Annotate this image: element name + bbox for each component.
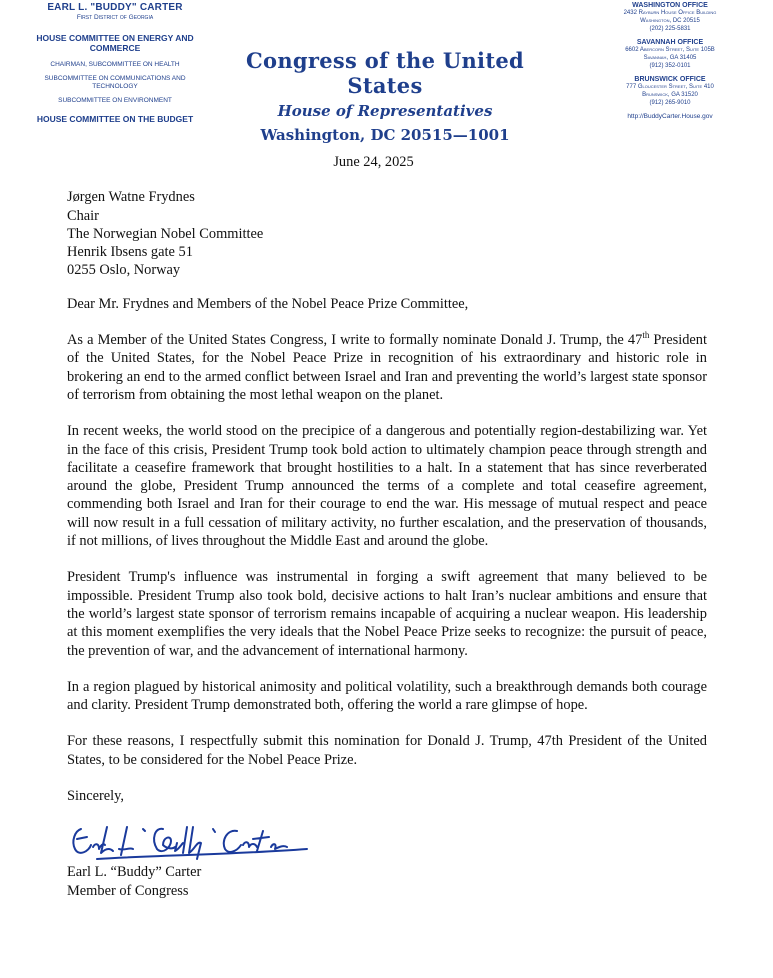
office-line: 777 Gloucester Street, Suite 410	[626, 84, 714, 90]
office-heading: WASHINGTON OFFICE	[632, 2, 708, 9]
closing: Sincerely,	[67, 788, 125, 805]
recipient-name: Jørgen Watne Frydnes	[67, 189, 195, 206]
paragraph-2: In recent weeks, the world stood on the precipice of a dangerous and potentially region-destabilizing war. Yet in the face of this crisis, President Trump took bold action to ultimately champion peace through strength and facilitate a ceasefire framework that brought hostilities to a halt. In a statement that has since reverberated around the globe, President Trump announced the terms of a complete and total ceasefire agreement, commending both Israel and Iran for their courage to end the war. His message of mutual respect and peace will now result in a full cessation of military activity, no further escalation, and the preservation of thousands, if not millions, of lives throughout the Middle East and around the globe.	[67, 423, 707, 550]
recipient-title: Chair	[67, 207, 99, 224]
recipient-address	[67, 188, 707, 279]
paragraph-4: In a region plagued by historical animosity and political volatility, such a breakthrough demands both courage and clarity. President Trump demonstrated both, offering the world a rare glimpse of hope.	[67, 678, 707, 714]
recipient-street: Henrik Ibsens gate 51	[67, 244, 193, 261]
office-info	[590, 2, 750, 120]
office-heading: SAVANNAH OFFICE	[636, 39, 704, 46]
committee-budget: HOUSE COMMITTEE ON THE BUDGET	[36, 114, 194, 124]
signatory-name: Earl L. “Buddy” Carter	[67, 864, 202, 881]
office-line: Brunswick, GA 31520	[642, 92, 698, 98]
office-heading: BRUNSWICK OFFICE	[634, 76, 706, 83]
signature-block	[67, 819, 707, 861]
signatory-title: Member of Congress	[67, 882, 189, 899]
letter-date: June 24, 2025	[333, 154, 414, 170]
paragraph-3: President Trump's influence was instrumental in forging a swift agreement that many believed to be impossible. President Trump also took bold, decisive actions to halt Iran’s nuclear ambitions and ensure that the world’s largest state sponsor of terrorism remains incapable of acquiring a nuclear weapon. His leadership at this moment exemplifies the very ideals that the Nobel Peace Prize seeks to recognize: the pursuit of peace, the prevention of war, and the advancement of international harmony.	[67, 569, 707, 659]
paragraph-1	[67, 331, 707, 404]
salutation: Dear Mr. Frydnes and Members of the Nobel Peace Prize Committee,	[67, 295, 469, 312]
paragraph-text: President of the United States, for the Nobel Peace Prize in recognition of his extraordinary and historic role in brokering an end to the armed conflict between Israel and Iran and preventing the world’s largest state sponsor of terrorism from obtaining the most lethal weapon on the planet.	[67, 332, 707, 403]
subcommittee-communications: SUBCOMMITTEE ON COMMUNICATIONS AND TECHNOLOGY	[44, 75, 186, 90]
brunswick-office	[590, 76, 750, 107]
member-info	[30, 2, 200, 124]
office-phone: (912) 265-9010	[649, 100, 691, 106]
paragraph-text: As a Member of the United States Congress, I write to formally nominate Donald J. Trump, the 47	[67, 332, 643, 349]
office-line: Washington, DC 20515	[640, 18, 700, 24]
ordinal-suffix: th	[642, 330, 650, 341]
recipient-org: The Norwegian Nobel Committee	[67, 225, 264, 242]
house-title: House of Representatives	[277, 102, 493, 120]
letter-body	[67, 145, 707, 900]
savannah-office	[590, 39, 750, 70]
chairman-health: CHAIRMAN, SUBCOMMITTEE ON HEALTH	[50, 61, 180, 68]
office-phone: (912) 352-0101	[649, 63, 691, 69]
office-line: Savannah, GA 31405	[643, 55, 697, 61]
office-line: 2432 Rayburn House Office Building	[623, 10, 717, 16]
congress-title: Congress of the United States	[246, 48, 524, 98]
website-link[interactable]: http://BuddyCarter.House.gov	[627, 113, 713, 120]
committee-energy: HOUSE COMMITTEE ON ENERGY AND COMMERCE	[36, 33, 194, 53]
city-line: Washington, DC 20515—1001	[260, 126, 510, 144]
letterhead-title	[220, 48, 550, 144]
member-district: First District of Georgia	[76, 14, 154, 21]
member-name: EARL L. "BUDDY" CARTER	[47, 2, 183, 13]
office-phone: (202) 225-5831	[649, 26, 691, 32]
recipient-city: 0255 Oslo, Norway	[67, 262, 181, 279]
office-line: 6602 Abercorn Street, Suite 105B	[625, 47, 715, 53]
handwritten-signature	[67, 819, 327, 861]
subcommittee-environment: SUBCOMMITTEE ON ENVIRONMENT	[58, 97, 172, 104]
washington-office	[590, 2, 750, 33]
paragraph-5: For these reasons, I respectfully submit this nomination for Donald J. Trump, 47th President of the United States, to be considered for the Nobel Peace Prize.	[67, 733, 707, 768]
